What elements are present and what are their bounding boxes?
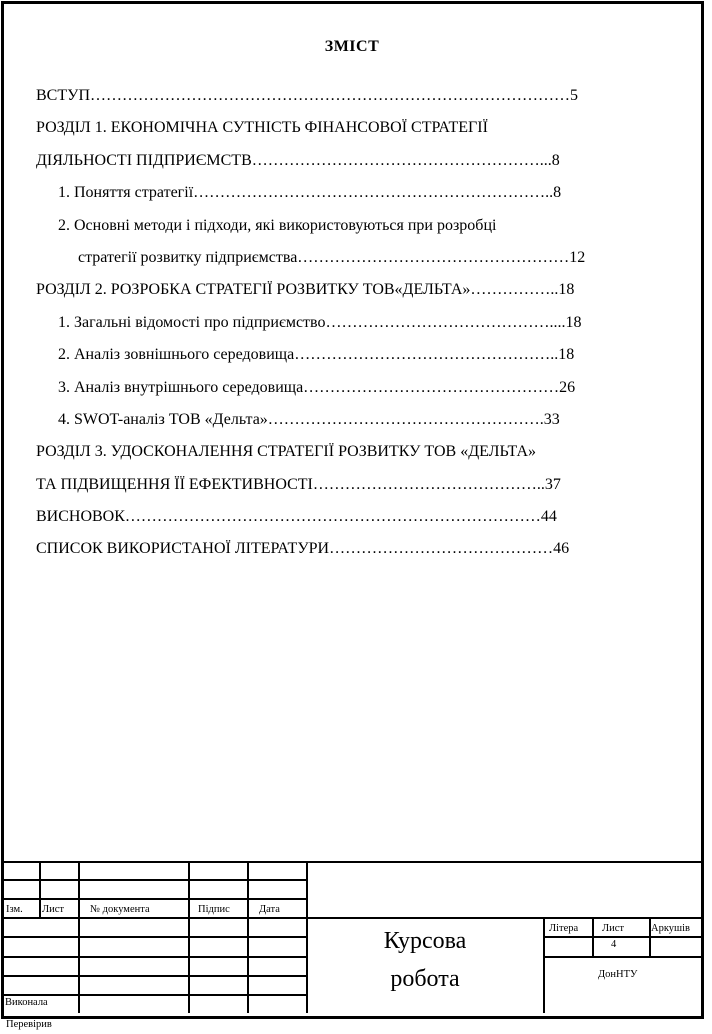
toc-entry-text: ДІЯЛЬНОСТІ ПІДПРИЄМСТВ………………………………………………...8: [36, 151, 560, 169]
toc-entry: [36, 151, 668, 183]
toc-entry: [36, 539, 668, 571]
signature-label: Підпис: [198, 904, 230, 915]
sheet-label: Лист: [602, 923, 624, 934]
toc-entry-text: стратегії розвитку підприємства……………………………………………12: [78, 248, 586, 266]
date-label: Дата: [259, 904, 280, 915]
toc-entry: [36, 216, 668, 248]
toc-entry: [36, 86, 668, 118]
sheets-label: Аркушів: [651, 923, 690, 934]
toc-entry-text: ТА ПІДВИЩЕННЯ ЇЇ ЕФЕКТИВНОСТІ……………………………………..37: [36, 475, 561, 493]
toc-entry-text: ВИСНОВОК……………………………………………………………………44: [36, 508, 557, 526]
toc-entry-text: 4. SWOT-аналіз ТОВ «Дельта»…………………………………………….33: [58, 410, 560, 428]
table-of-contents: [36, 86, 668, 572]
page-title: ЗМІСТ: [324, 38, 380, 55]
made-by-label: Виконала: [5, 997, 48, 1008]
toc-entry-text: ВСТУП………………………………………………………………………………5: [36, 87, 578, 104]
list-label: Лист: [42, 904, 64, 915]
litera-label: Літера: [549, 923, 579, 934]
toc-entry: [36, 118, 668, 150]
toc-entry-text: РОЗДІЛ 3. УДОСКОНАЛЕННЯ СТРАТЕГІЇ РОЗВИТКУ ТОВ «ДЕЛЬТА»: [36, 443, 537, 461]
toc-entry: [36, 345, 668, 377]
toc-entry-text: 2. Аналіз зовнішнього середовища…………………………………………..18: [58, 346, 575, 364]
toc-entry: [36, 410, 668, 442]
organization: ДонНТУ: [598, 969, 638, 980]
checked-by-label: Перевірив: [6, 1019, 52, 1030]
toc-entry-text: РОЗДІЛ 2. РОЗРОБКА СТРАТЕГІЇ РОЗВИТКУ ТОВ«ДЕЛЬТА»……………..18: [36, 281, 575, 299]
toc-entry-text: РОЗДІЛ 1. ЕКОНОМІЧНА СУТНІСТЬ ФІНАНСОВОЇ СТРАТЕГІЇ: [36, 119, 488, 137]
toc-entry: [36, 475, 668, 507]
title-block: [4, 861, 701, 1030]
work-title-line2: робота: [390, 966, 460, 992]
work-title-line1: Курсова: [383, 928, 467, 954]
sheet-number: 4: [611, 939, 617, 950]
toc-entry-text: 1. Поняття стратегії…………………………………………………………..8: [58, 184, 562, 202]
toc-entry: [36, 507, 668, 539]
toc-entry-text: 3. Аналіз внутрішнього середовища…………………………………………26: [58, 378, 576, 396]
toc-entry-text: СПИСОК ВИКОРИСТАНОЇ ЛІТЕРАТУРИ……………………………………46: [36, 540, 570, 558]
toc-entry: [36, 248, 668, 280]
toc-entry: [36, 183, 668, 215]
toc-entry-text: 1. Загальні відомості про підприємство……………………………………....18: [58, 313, 582, 331]
toc-entry-text: 2. Основні методи і підходи, які використовуються при розробці: [58, 216, 497, 234]
doc-number-label: № документа: [90, 904, 150, 915]
toc-entry: [36, 442, 668, 474]
toc-entry: [36, 313, 668, 345]
toc-entry: [36, 280, 668, 312]
toc-entry: [36, 378, 668, 410]
izm-label: Ізм.: [6, 904, 23, 915]
